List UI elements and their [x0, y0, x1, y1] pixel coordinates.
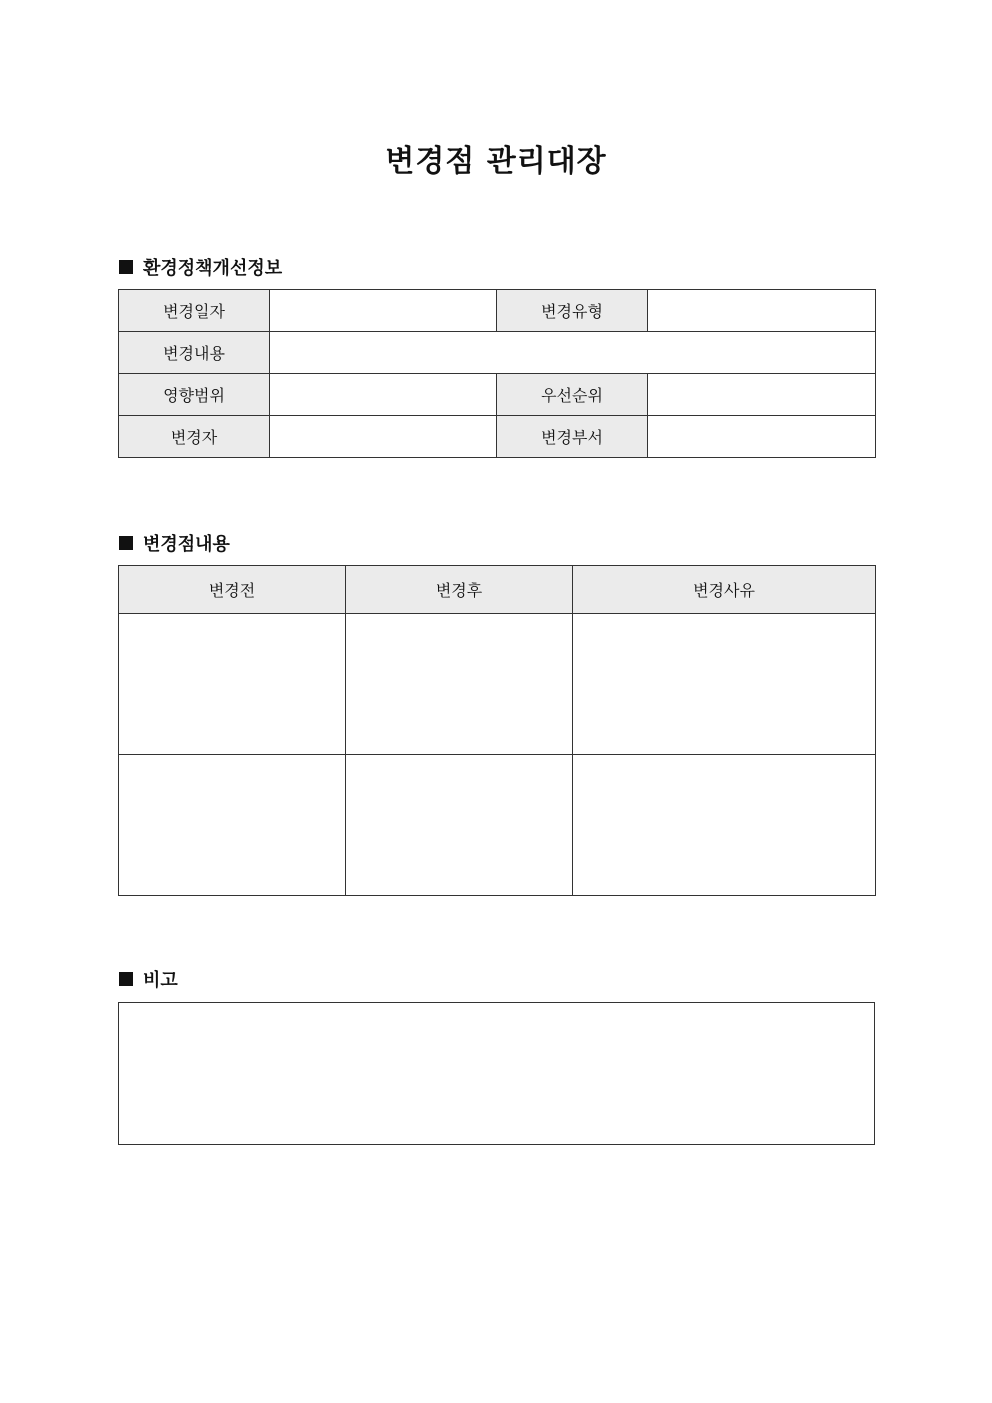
section-heading-info: [119, 254, 282, 280]
table-row: [119, 416, 876, 458]
field-changer[interactable]: [270, 416, 497, 458]
changes-table: [118, 565, 876, 896]
section-heading-changes-label: 변경점내용: [143, 534, 230, 555]
field-after[interactable]: [346, 614, 573, 755]
label-priority: 우선순위: [497, 374, 648, 416]
section-heading-remarks: [119, 966, 178, 992]
section-heading-changes: [119, 530, 230, 556]
square-bullet-icon: [119, 972, 133, 986]
field-priority[interactable]: [648, 374, 876, 416]
table-header-row: [119, 566, 876, 614]
column-header-after: 변경후: [346, 566, 573, 614]
column-header-before: 변경전: [119, 566, 346, 614]
label-impact-scope: 영향범위: [119, 374, 270, 416]
field-before[interactable]: [119, 755, 346, 896]
label-change-date: 변경일자: [119, 290, 270, 332]
table-row: [119, 614, 876, 755]
field-change-content[interactable]: [270, 332, 876, 374]
field-reason[interactable]: [573, 755, 876, 896]
table-row: [119, 755, 876, 896]
field-reason[interactable]: [573, 614, 876, 755]
section-heading-info-label: 환경정책개선정보: [143, 258, 283, 279]
info-table: [118, 289, 876, 458]
table-row: [119, 290, 876, 332]
section-heading-remarks-label: 비고: [143, 970, 178, 991]
field-change-dept[interactable]: [648, 416, 876, 458]
label-change-dept: 변경부서: [497, 416, 648, 458]
field-before[interactable]: [119, 614, 346, 755]
field-change-date[interactable]: [270, 290, 497, 332]
table-row: [119, 332, 876, 374]
document-title: 변경점 관리대장: [385, 144, 607, 179]
field-change-type[interactable]: [648, 290, 876, 332]
column-header-reason: 변경사유: [573, 566, 876, 614]
label-change-content: 변경내용: [119, 332, 270, 374]
square-bullet-icon: [119, 536, 133, 550]
label-change-type: 변경유형: [497, 290, 648, 332]
field-after[interactable]: [346, 755, 573, 896]
table-row: [119, 374, 876, 416]
field-impact-scope[interactable]: [270, 374, 497, 416]
remarks-field[interactable]: [118, 1002, 875, 1145]
square-bullet-icon: [119, 260, 133, 274]
label-changer: 변경자: [119, 416, 270, 458]
